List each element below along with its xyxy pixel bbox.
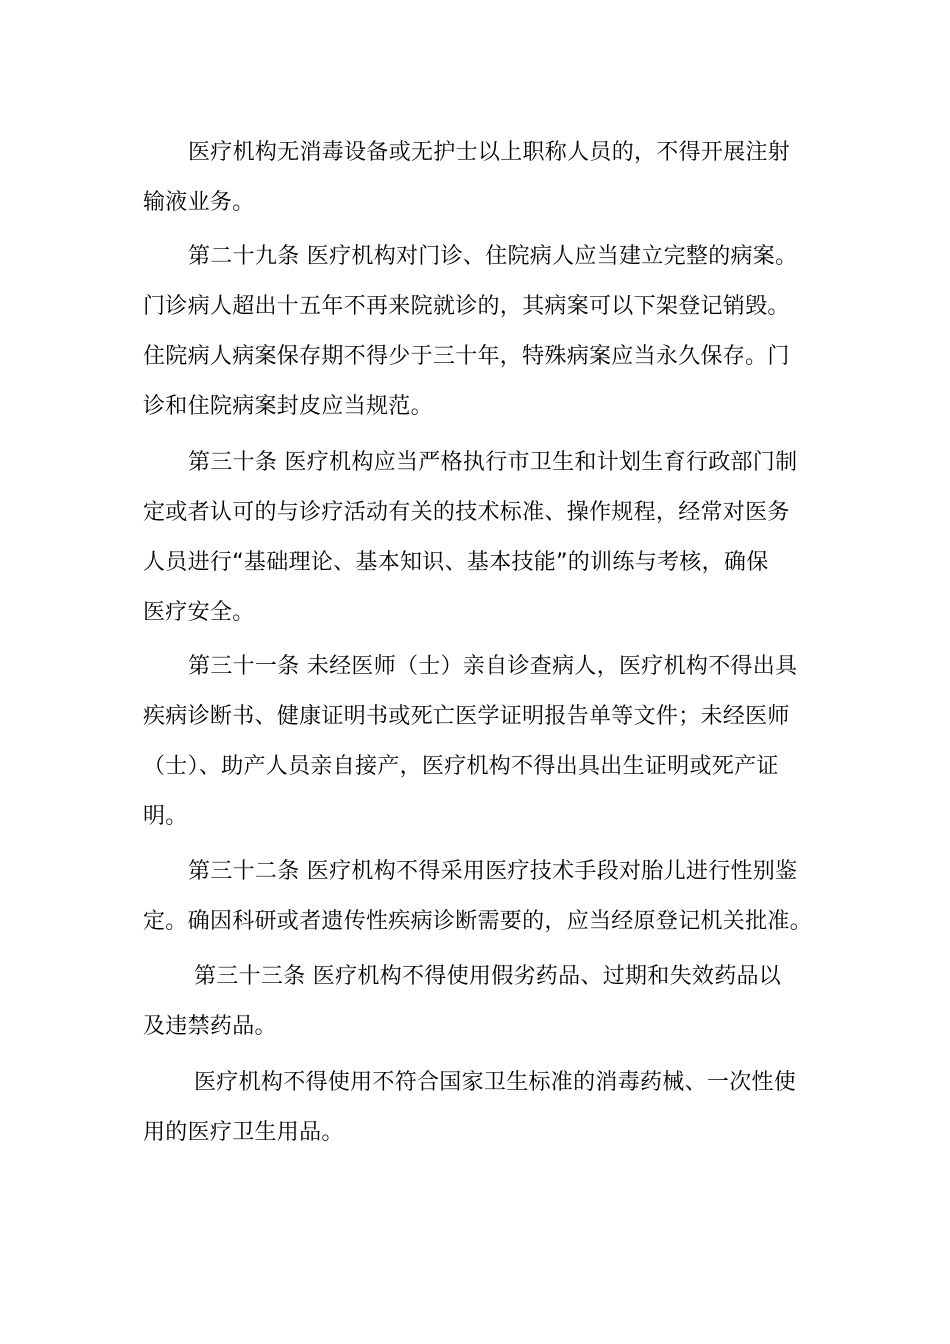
article-29-line: 第二十九条 医疗机构对门诊、住院病人应当建立完整的病案。 (188, 244, 798, 269)
article-33-line: 第三十三条 医疗机构不得使用假劣药品、过期和失效药品以 (194, 964, 782, 989)
paragraph-line: 医疗安全。 (143, 600, 255, 625)
paragraph-line: 及违禁药品。 (143, 1014, 277, 1039)
paragraph-line: 诊和住院病案封皮应当规范。 (143, 394, 433, 419)
article-30-line: 第三十条 医疗机构应当严格执行市卫生和计划生育行政部门制 (188, 450, 798, 475)
article-32-line: 第三十二条 医疗机构不得采用医疗技术手段对胎儿进行性别鉴 (188, 859, 798, 884)
paragraph-line: 医疗机构无消毒设备或无护士以上职称人员的，不得开展注射 (188, 140, 791, 165)
article-31-line: 第三十一条 未经医师（士）亲自诊查病人，医疗机构不得出具 (188, 654, 798, 679)
paragraph-line: 住院病人病案保存期不得少于三十年，特殊病案应当永久保存。门 (143, 344, 790, 369)
paragraph-line: 门诊病人超出十五年不再来院就诊的，其病案可以下架登记销毁。 (143, 294, 790, 319)
paragraph-line: 用的医疗卫生用品。 (143, 1120, 344, 1145)
paragraph-line: 定或者认可的与诊疗活动有关的技术标准、操作规程，经常对医务 (143, 500, 790, 525)
paragraph-line: 明。 (143, 804, 188, 829)
paragraph-line: 定。确因科研或者遗传性疾病诊断需要的，应当经原登记机关批准。 (143, 909, 813, 934)
paragraph-line: 医疗机构不得使用不符合国家卫生标准的消毒药械、一次性使 (194, 1070, 797, 1095)
paragraph-line: 人员进行“基础理论、基本知识、基本技能”的训练与考核，确保 (143, 550, 769, 575)
paragraph-line: 输液业务。 (143, 190, 255, 215)
paragraph-line: （士）、助产人员亲自接产，医疗机构不得出具出生证明或死产证 (143, 754, 779, 779)
paragraph-line: 疾病诊断书、健康证明书或死亡医学证明报告单等文件；未经医师 (143, 704, 790, 729)
